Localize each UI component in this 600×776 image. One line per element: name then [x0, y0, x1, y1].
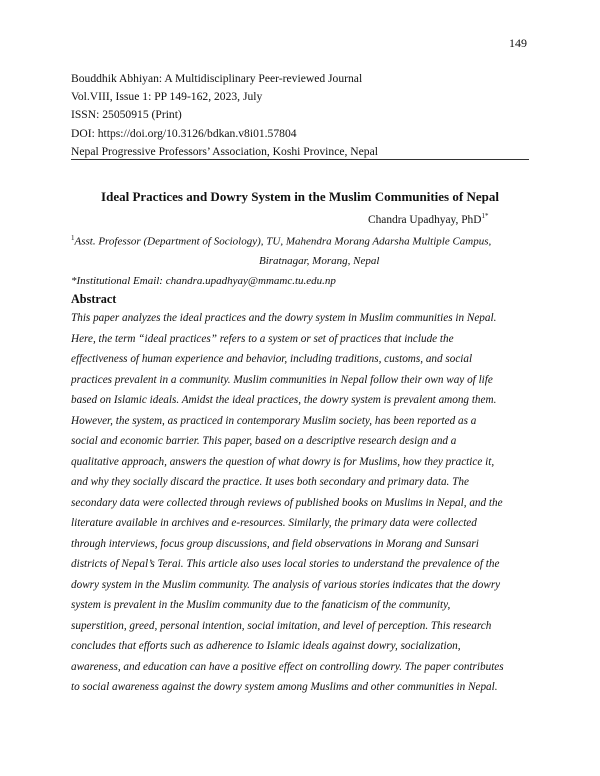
- journal-publisher: Nepal Progressive Professors’ Association, Koshi Province, Nepal: [71, 144, 378, 158]
- abstract-line: social and economic barrier. This paper, based on a descriptive research design and a: [71, 435, 457, 447]
- author-marker: 1*: [481, 212, 489, 220]
- institutional-email: *Institutional Email: chandra.upadhyay@mmamc.tu.edu.np: [71, 275, 336, 287]
- abstract-line: based on Islamic ideals. Amidst the ideal practices, the dowry system is prevalent among them.: [71, 394, 497, 406]
- abstract-line: Here, the term “ideal practices” refers to a system or set of practices that include the: [71, 332, 454, 345]
- abstract-line: concludes that efforts such as adherence to Islamic ideals against dowry, socialization,: [71, 640, 461, 652]
- abstract-line: However, the system, as practiced in contemporary Muslim society, has been reported as a: [71, 414, 477, 427]
- header-divider: [71, 159, 529, 160]
- abstract-line: dowry system in the Muslim community. The analysis of various stories indicates that the dowry: [71, 578, 501, 591]
- abstract-line: superstition, greed, personal intention, social imitation, and level of perception. This research: [71, 619, 492, 632]
- abstract-heading: Abstract: [71, 292, 117, 306]
- abstract-line: and why they socially discard the practice. It uses both secondary and primary data. The: [71, 476, 469, 488]
- journal-issn: ISSN: 25050915 (Print): [71, 108, 182, 122]
- affiliation-text-1: Asst. Professor (Department of Sociology), TU, Mahendra Morang Adarsha Multiple Campus,: [74, 235, 492, 248]
- abstract-line: districts of Nepal’s Terai. This article also uses local stories to understand the prevalence of the: [71, 558, 500, 570]
- abstract-body: [71, 308, 531, 698]
- journal-volume: Vol.VIII, Issue 1: PP 149-162, 2023, July: [71, 90, 263, 104]
- affiliation-line-1: [71, 234, 491, 248]
- abstract-line: effectiveness of human experience and behavior, including traditions, customs, and social: [71, 353, 473, 365]
- author: [368, 212, 488, 226]
- page-number: 149: [509, 36, 527, 50]
- abstract-line: secondary data were collected through reviews of published books on Muslims in Nepal, and the: [71, 496, 503, 509]
- affiliation-marker: 1: [71, 234, 75, 242]
- abstract-line: to social awareness against the dowry system among Muslims and other communities in Nepal.: [71, 681, 498, 693]
- abstract-line: through interviews, focus group discussions, and field observations in Morang and Sunsari: [71, 537, 479, 550]
- journal-name: Bouddhik Abhiyan: A Multidisciplinary Peer-reviewed Journal: [71, 72, 363, 85]
- abstract-line: awareness, and education can have a positive effect on controlling dowry. The paper contributes: [71, 660, 504, 673]
- abstract-line: literature available in archives and e-resources. Similarly, the primary data were collected: [71, 517, 477, 529]
- abstract-line: This paper analyzes the ideal practices and the dowry system in Muslim communities in Nepal.: [71, 312, 497, 324]
- abstract-line: practices prevalent in a community. Muslim communities in Nepal follow their own way of life: [71, 373, 493, 386]
- abstract-line: qualitative approach, answers the question of what dowry is for Muslims, how they practice it,: [71, 455, 495, 468]
- author-name: Chandra Upadhyay, PhD: [368, 213, 482, 226]
- abstract-line: system is prevalent in the Muslim community due to the fanaticism of the community,: [71, 599, 451, 611]
- journal-header: [71, 70, 378, 161]
- affiliation-line-2: Biratnagar, Morang, Nepal: [259, 255, 380, 267]
- journal-doi: DOI: https://doi.org/10.3126/bdkan.v8i01.57804: [71, 126, 297, 140]
- paper-title: Ideal Practices and Dowry System in the Muslim Communities of Nepal: [101, 189, 499, 204]
